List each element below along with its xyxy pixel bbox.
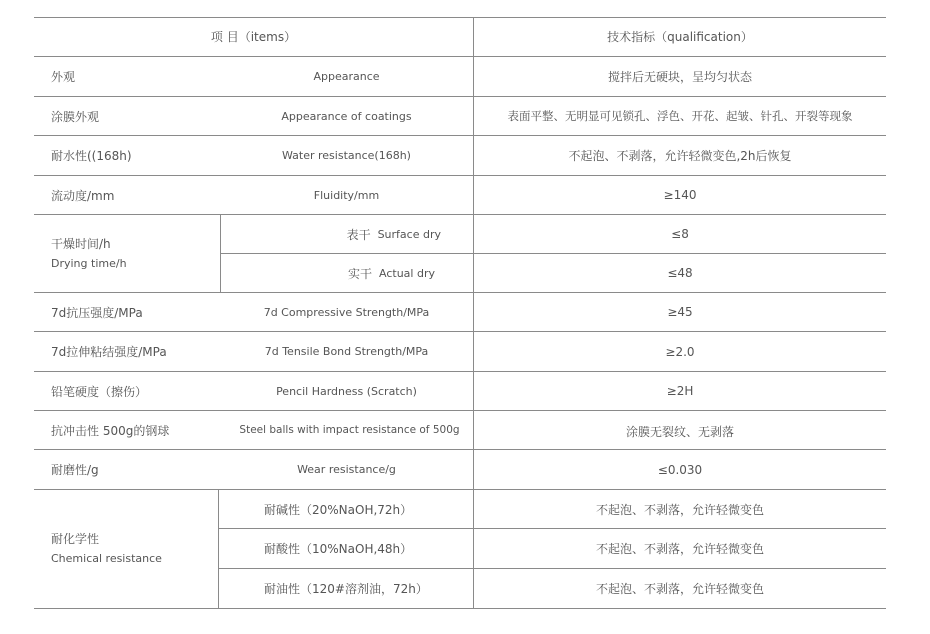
- pencil-en: Pencil Hardness (Scratch): [276, 384, 417, 398]
- tensile-en: 7d Tensile Bond Strength/MPa: [264, 345, 429, 358]
- alkali-value: 不起泡、不剥落，允许轻微变色: [595, 502, 764, 517]
- impact-en: Steel balls with impact resistance of 500g: [239, 424, 460, 436]
- impact-value: 涂膜无裂纹、无剥落: [625, 424, 734, 439]
- fluidity-zh: 流动度/mm: [51, 188, 115, 203]
- pencil-zh: 铅笔硬度（擦伤）: [51, 384, 148, 399]
- chemical-label: 耐化学性 Chemical resistance: [51, 532, 162, 565]
- fluidity-value: ≥140: [663, 188, 697, 202]
- actual-dry-label: 实干 Actual dry: [348, 266, 435, 281]
- pencil-value: ≥2H: [666, 384, 694, 398]
- header-qualification: 技术指标（qualification）: [607, 30, 753, 44]
- surface-dry-value: ≤8: [671, 227, 689, 241]
- compressive-zh: 7d抗压强度/MPa: [51, 305, 143, 320]
- oil-label: 耐油性（120#溶剂油，72h）: [264, 582, 428, 596]
- acid-label: 耐酸性（10%NaOH,48h）: [264, 542, 413, 556]
- compressive-value: ≥45: [667, 305, 693, 319]
- compressive-en: 7d Compressive Strength/MPa: [263, 305, 430, 319]
- tensile-value: ≥2.0: [665, 344, 695, 359]
- water-zh: 耐水性((168h): [51, 149, 132, 163]
- surface-dry-label: 表干 Surface dry: [346, 227, 441, 242]
- coating-en: Appearance of coatings: [281, 109, 412, 123]
- wear-zh: 耐磨性/g: [51, 463, 99, 477]
- tensile-zh: 7d拉伸粘结强度/MPa: [51, 345, 167, 359]
- wear-en: Wear resistance/g: [297, 463, 396, 476]
- oil-value: 不起泡、不剥落，允许轻微变色: [595, 582, 764, 596]
- appearance-en: Appearance: [313, 70, 380, 83]
- wear-value: ≤0.030: [657, 462, 703, 477]
- impact-zh: 抗冲击性 500g的钢球: [51, 423, 170, 438]
- water-en: Water resistance(168h): [282, 149, 411, 162]
- actual-dry-value: ≤48: [667, 266, 693, 280]
- drying-label: 干燥时间/h Drying time/h: [51, 236, 127, 270]
- water-value: 不起泡、不剥落，允许轻微变色,2h后恢复: [568, 149, 792, 163]
- rule-bottom: [34, 608, 886, 609]
- chemical-divider: [218, 489, 219, 609]
- acid-value: 不起泡、不剥落，允许轻微变色: [595, 542, 764, 556]
- coating-value: 表面平整、无明显可见锁孔、浮色、开花、起皱、针孔、开裂等现象: [507, 109, 853, 123]
- header-items: 项 目（items）: [210, 30, 297, 44]
- appearance-value: 搅拌后无硬块，呈均匀状态: [607, 70, 752, 84]
- spec-table: [34, 17, 886, 609]
- coating-zh: 涂膜外观: [51, 109, 100, 124]
- appearance-zh: 外观: [51, 70, 76, 84]
- fluidity-en: Fluidity/mm: [313, 188, 380, 202]
- alkali-label: 耐碱性（20%NaOH,72h）: [264, 502, 413, 517]
